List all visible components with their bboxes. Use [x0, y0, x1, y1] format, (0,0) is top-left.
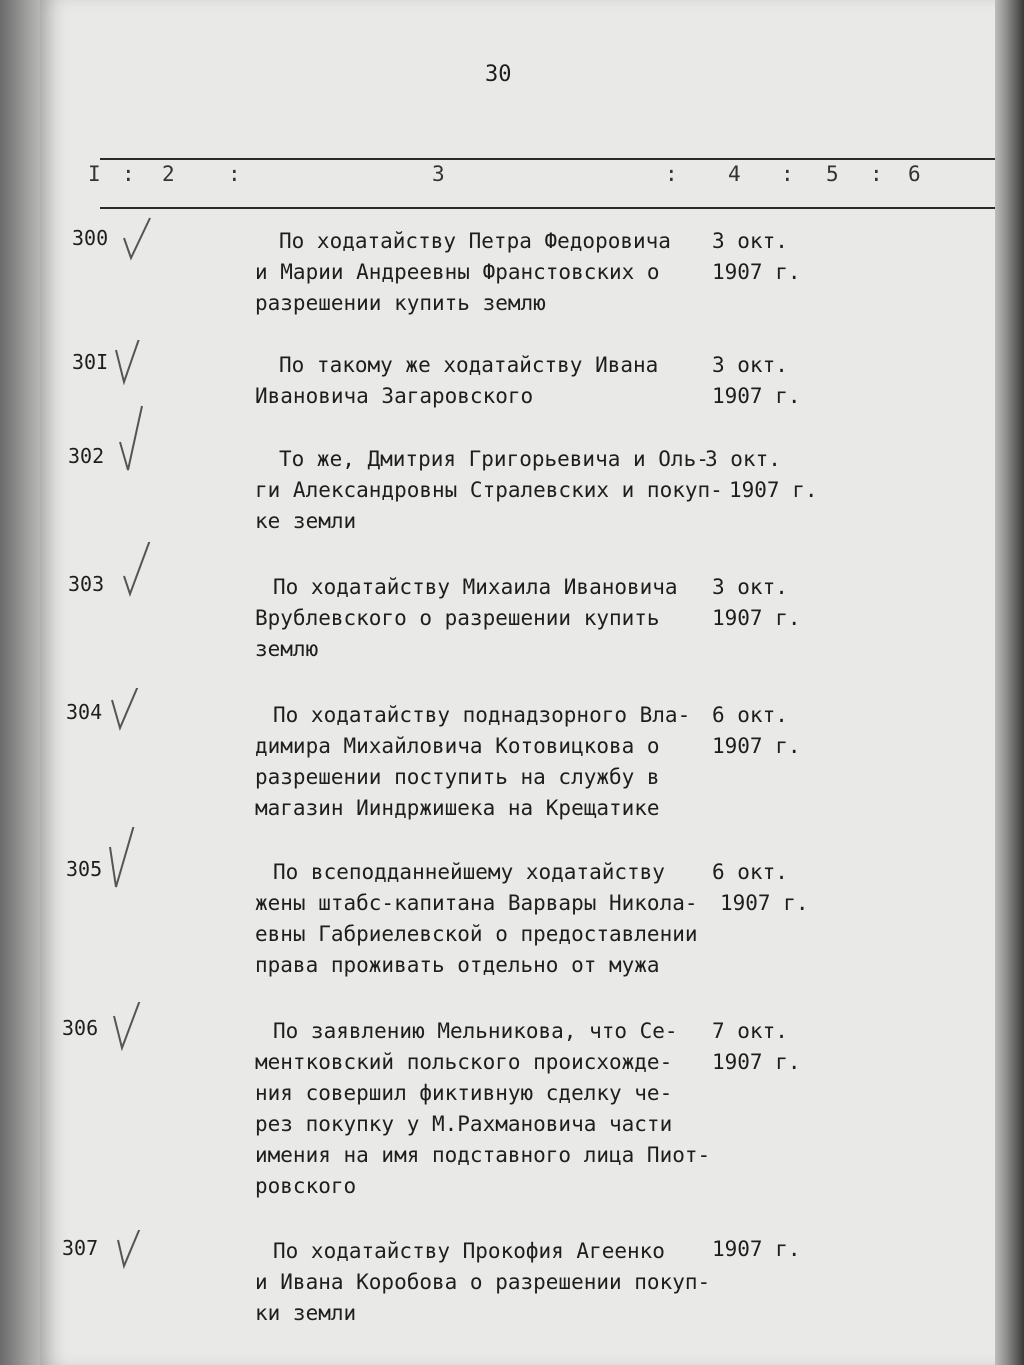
checkmark-icon [112, 1002, 142, 1056]
checkmark-icon [108, 827, 138, 893]
entry-description: По всеподданнейшему ходатайству жены штабс-капитана Варвары Никола- евны Габриелевской о предоставлении права проживать отдельно от мужа [255, 860, 698, 977]
entry-description: По ходатайству поднадзорного Вла- димира Михайловича Котовицкова о разрешении поступить на службу в магазин Ииндржишека на Крещатике [255, 703, 691, 820]
entry-description: По ходатайству Михаила Ивановича Врублевского о разрешении купить землю [255, 575, 678, 661]
column-header-3: 3 [432, 162, 445, 186]
checkmark-icon [122, 216, 152, 266]
checkmark-icon [110, 688, 140, 734]
entry-description: По ходатайству Прокофия Агеенко и Ивана Коробова о разрешении покуп- ки земли [255, 1239, 711, 1325]
entry-date: 1907 г. [712, 1237, 801, 1261]
page-edge-shadow [995, 0, 1024, 1365]
entry-date: 3 окт. 1907 г. [712, 575, 801, 630]
checkmark-icon [122, 542, 152, 602]
column-header-5: 5 [826, 162, 839, 186]
entry-number: 302 [68, 444, 105, 468]
entry-number: 306 [62, 1016, 99, 1040]
entry-date: 3 окт. 1907 г. [705, 447, 818, 502]
column-separator: : [665, 162, 678, 186]
checkmark-icon [118, 404, 148, 474]
page-number: 30 [485, 62, 512, 87]
binding-shadow [0, 0, 40, 1365]
entry-number: 305 [66, 857, 103, 881]
entry-number: 300 [72, 226, 109, 250]
checkmark-icon [116, 1230, 146, 1270]
table-header-bottom-rule [100, 207, 1018, 209]
entry-number: 304 [66, 700, 103, 724]
entry-number: 307 [62, 1236, 99, 1260]
column-header-2: 2 [162, 162, 175, 186]
entry-description: По заявлению Мельникова, что Се- ментковский польского происхожде- ния совершил фиктивную сделку че- рез покупку у М.Рахмановича части имения на имя подставного лица Пиот- ровского [255, 1019, 711, 1198]
entry-description: По такому же ходатайству Ивана Ивановича Загаровского [255, 353, 659, 408]
checkmark-icon [114, 340, 144, 390]
column-header-6: 6 [908, 162, 921, 186]
column-separator: : [228, 162, 241, 186]
entry-date: 7 окт. 1907 г. [712, 1019, 801, 1074]
column-header-1: I [88, 162, 101, 186]
entry-date: 3 окт. 1907 г. [712, 353, 801, 408]
column-separator: : [122, 162, 135, 186]
entry-description: По ходатайству Петра Федоровича и Марии Андреевны Франстовских о разрешении купить землю [255, 229, 671, 315]
column-separator: : [870, 162, 883, 186]
table-header-top-rule [100, 158, 1005, 160]
entry-date: 6 окт. 1907 г. [712, 703, 801, 758]
document-page [40, 0, 995, 1365]
entry-date: 6 окт. 1907 г. [712, 860, 809, 915]
entry-number: 30I [72, 350, 109, 374]
column-separator: : [781, 162, 794, 186]
entry-date: 3 окт. 1907 г. [712, 229, 801, 284]
column-header-4: 4 [728, 162, 741, 186]
entry-number: 303 [68, 572, 105, 596]
entry-description: То же, Дмитрия Григорьевича и Оль- ги Александровны Стралевских и покуп- ке земли [255, 447, 723, 533]
